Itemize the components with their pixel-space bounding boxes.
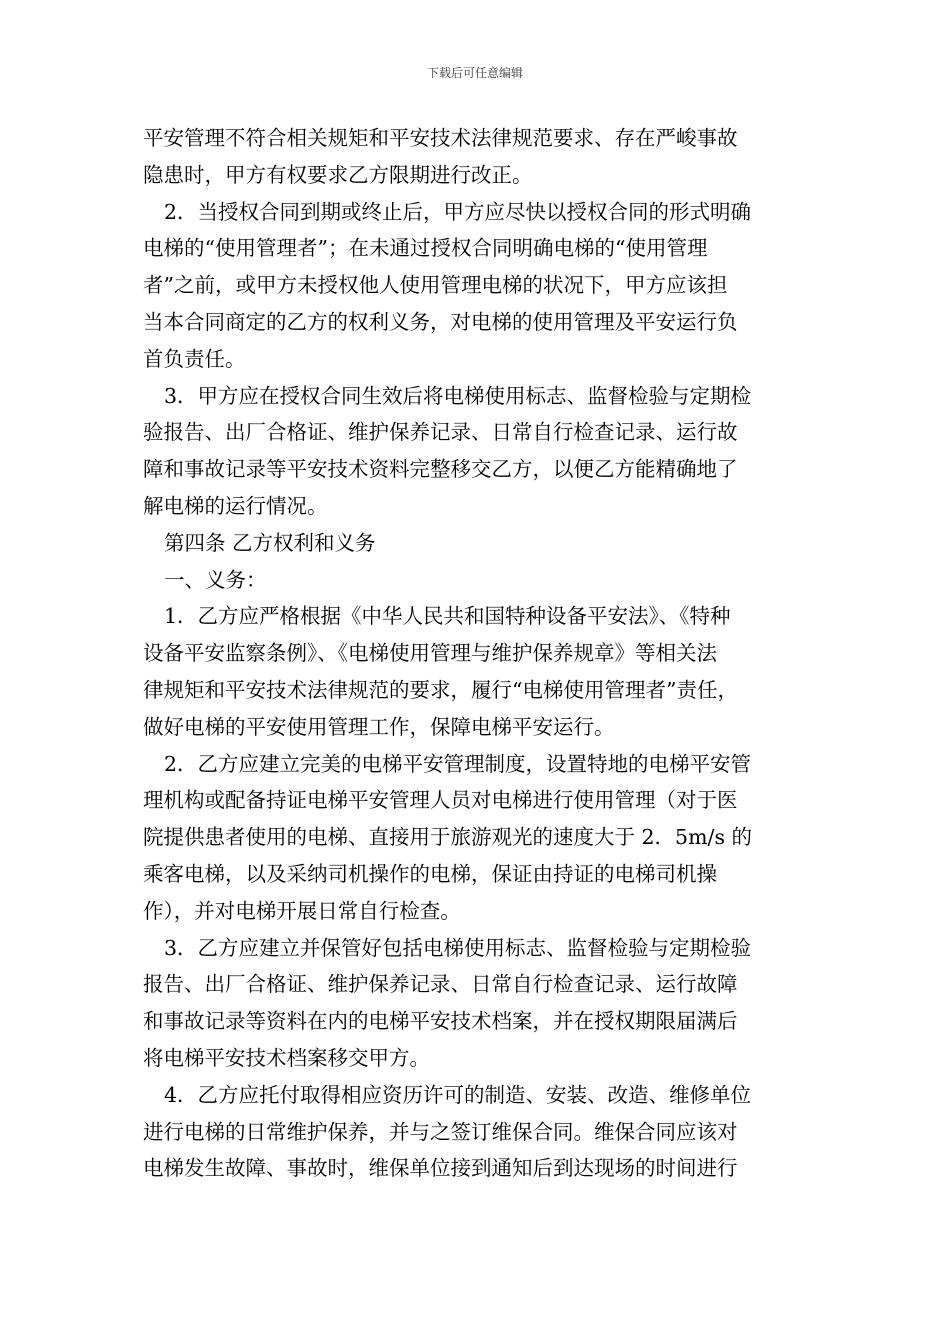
paragraph-start-line: 2．当授权合同到期或终止后，甲方应尽快以授权合同的形式明确 [164, 199, 752, 224]
text-line: 律规矩和平安技术法律规范的要求，履行“电梯使用管理者”责任， [143, 677, 738, 702]
text-line: 乘客电梯，以及采纳司机操作的电梯，保证由持证的电梯司机操 [143, 861, 717, 886]
page-header: 下载后可任意编辑 [426, 66, 523, 80]
text-line: 解电梯的运行情况。 [143, 493, 328, 518]
text-line: 平安管理不符合相关规矩和平安技术法律规范要求、存在严峻事故 [143, 126, 738, 150]
text-line: 当本合同商定的乙方的权利义务，对电梯的使用管理及平安运行负 [143, 309, 738, 334]
text-line: 将电梯平安技术档案移交甲方。 [143, 1045, 430, 1070]
text-line: 隐患时，甲方有权要求乙方限期进行改正。 [143, 162, 533, 187]
text-line: 障和事故记录等平安技术资料完整移交乙方，以便乙方能精确地了 [143, 457, 738, 482]
text-line: 作），并对电梯开展日常自行检查。 [143, 898, 461, 923]
paragraph-start-line: 1．乙方应严格根据《中华人民共和国特种设备平安法》、《特种 [164, 604, 731, 629]
text-line: 设备平安监察条例》、《电梯使用管理与维护保养规章》等相关法 [143, 641, 717, 666]
subsection-heading: 一、义务： [164, 567, 267, 592]
text-line: 者”之前，或甲方未授权他人使用管理电梯的状况下，甲方应该担 [143, 273, 728, 298]
text-line: 报告、出厂合格证、维护保养记录、日常自行检查记录、运行故障 [143, 972, 738, 997]
section-heading: 第四条 乙方权利和义务 [164, 530, 376, 555]
text-line: 首负责任。 [143, 346, 246, 371]
paragraph-start-line: 3．乙方应建立并保管好包括电梯使用标志、监督检验与定期检验 [164, 935, 752, 960]
text-line: 和事故记录等资料在内的电梯平安技术档案，并在授权期限届满后 [143, 1009, 738, 1034]
text-line: 院提供患者使用的电梯、直接用于旅游观光的速度大于 2．5m/s 的 [143, 825, 752, 850]
text-line: 进行电梯的日常维护保养，并与之签订维保合同。维保合同应该对 [143, 1119, 738, 1144]
text-line: 电梯的“使用管理者”；在未通过授权合同明确电梯的“使用管理 [143, 236, 708, 261]
paragraph-start-line: 2．乙方应建立完美的电梯平安管理制度，设置特地的电梯平安管 [164, 751, 752, 776]
text-line: 做好电梯的平安使用管理工作，保障电梯平安运行。 [143, 714, 615, 739]
text-line: 电梯发生故障、事故时，维保单位接到通知后到达现场的时间进行 [143, 1156, 738, 1181]
document-body [143, 120, 815, 1187]
paragraph-start-line: 4．乙方应托付取得相应资历许可的制造、安装、改造、维修单位 [164, 1082, 752, 1107]
text-line: 理机构或配备持证电梯平安管理人员对电梯进行使用管理（对于医 [143, 788, 738, 813]
text-line: 验报告、出厂合格证、维护保养记录、日常自行检查记录、运行故 [143, 420, 738, 445]
paragraph-start-line: 3．甲方应在授权合同生效后将电梯使用标志、监督检验与定期检 [164, 383, 752, 408]
